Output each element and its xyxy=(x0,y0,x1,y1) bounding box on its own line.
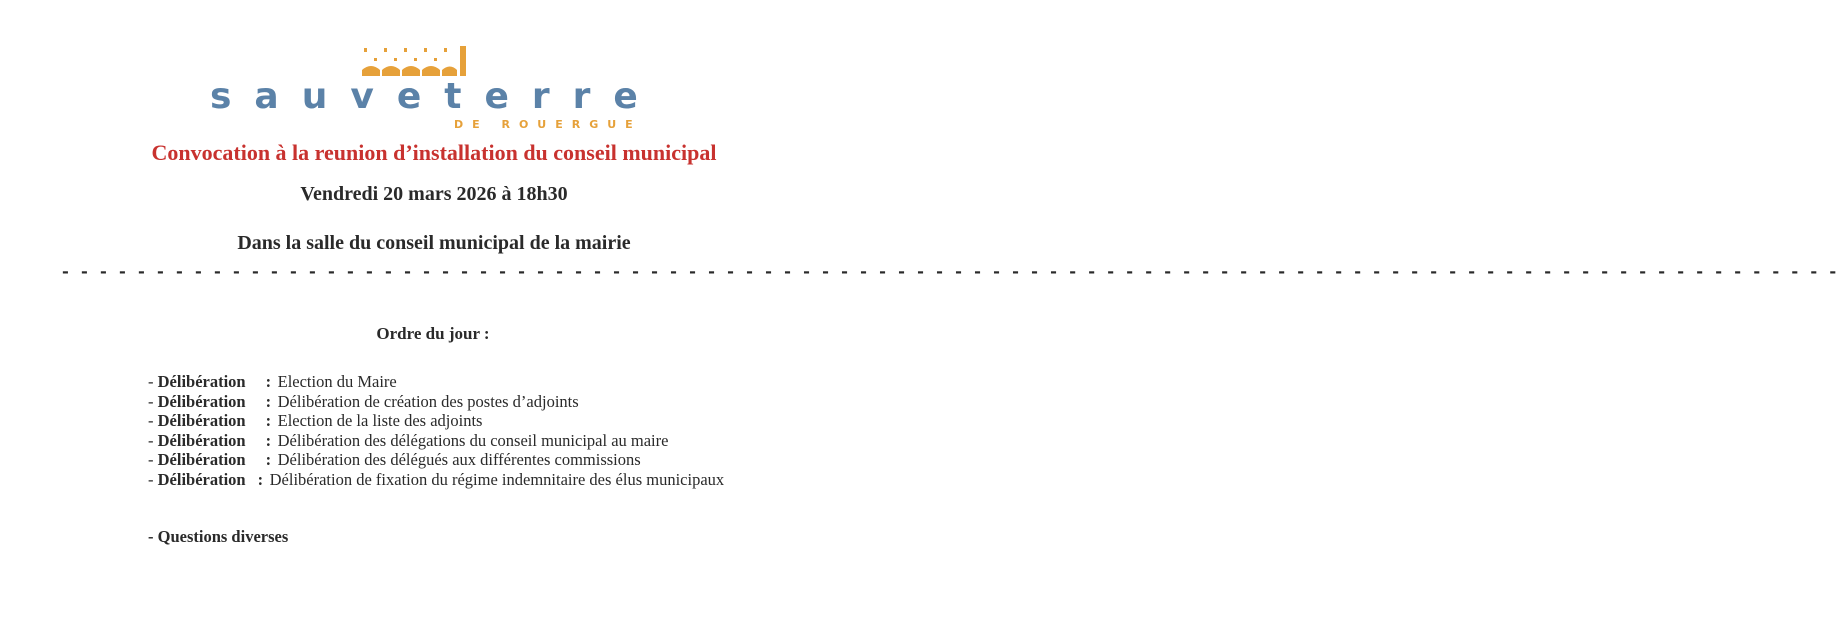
agenda-item-text: Délibération de fixation du régime indemnitaire des élus municipaux xyxy=(269,469,725,489)
agenda-item-text: Délibération des délégués aux différentes commissions xyxy=(277,450,641,469)
agenda-item: - Délibération :Délibération des délégués aux différentes commissions xyxy=(148,450,641,469)
document-title: Convocation à la reunion d’installation du conseil municipal xyxy=(151,140,717,165)
dashed-separator: - - - - - - - - - - - - - - - - - - - - - - - - - - - - - - - - - - - - - - - - - - - - - - - - - - - - - - - - - - - - - - - - - - - - - - - - - - - - - - - - - - - - - - - - - - - - - - xyxy=(60,263,1837,283)
agenda-heading: Ordre du jour : xyxy=(376,324,490,343)
agenda-item-label: Délibération xyxy=(157,469,246,489)
agenda-item-label: Délibération xyxy=(157,372,246,391)
agenda-item: - Délibération :Délibération de création des postes d’adjoints xyxy=(148,391,579,411)
agenda-item-label: Délibération xyxy=(157,411,246,430)
agenda-item-label: Délibération xyxy=(157,391,246,411)
misc-questions-label: Questions diverses xyxy=(157,527,289,546)
meeting-location: Dans la salle du conseil municipal de la mairie xyxy=(237,232,631,254)
agenda-item: - Délibération :Délibération des délégations du conseil municipal au maire xyxy=(148,430,669,450)
sauveterre-logo xyxy=(200,40,670,135)
agenda-item-label: Délibération xyxy=(157,430,246,450)
agenda-item: - Délibération :Election du Maire xyxy=(148,372,397,391)
logo-wordmark: sauveterre xyxy=(210,76,661,117)
agenda-item: - Délibération :Election de la liste des adjoints xyxy=(148,411,483,430)
logo-subtitle: DE ROUERGUE xyxy=(454,118,642,131)
agenda-item-text: Délibération des délégations du conseil municipal au maire xyxy=(277,430,669,450)
village-arcade-icon xyxy=(362,44,472,80)
agenda-item-text: Election de la liste des adjoints xyxy=(277,411,483,430)
agenda-item-text: Election du Maire xyxy=(277,372,397,391)
misc-questions: - Questions diverses xyxy=(148,527,289,546)
agenda-item: - Délibération :Délibération de fixation du régime indemnitaire des élus municipaux xyxy=(148,469,725,489)
agenda-item-text: Délibération de création des postes d’adjoints xyxy=(277,391,579,411)
agenda-list xyxy=(148,372,848,489)
meeting-date: Vendredi 20 mars 2026 à 18h30 xyxy=(300,183,568,205)
agenda-item-label: Délibération xyxy=(157,450,246,469)
